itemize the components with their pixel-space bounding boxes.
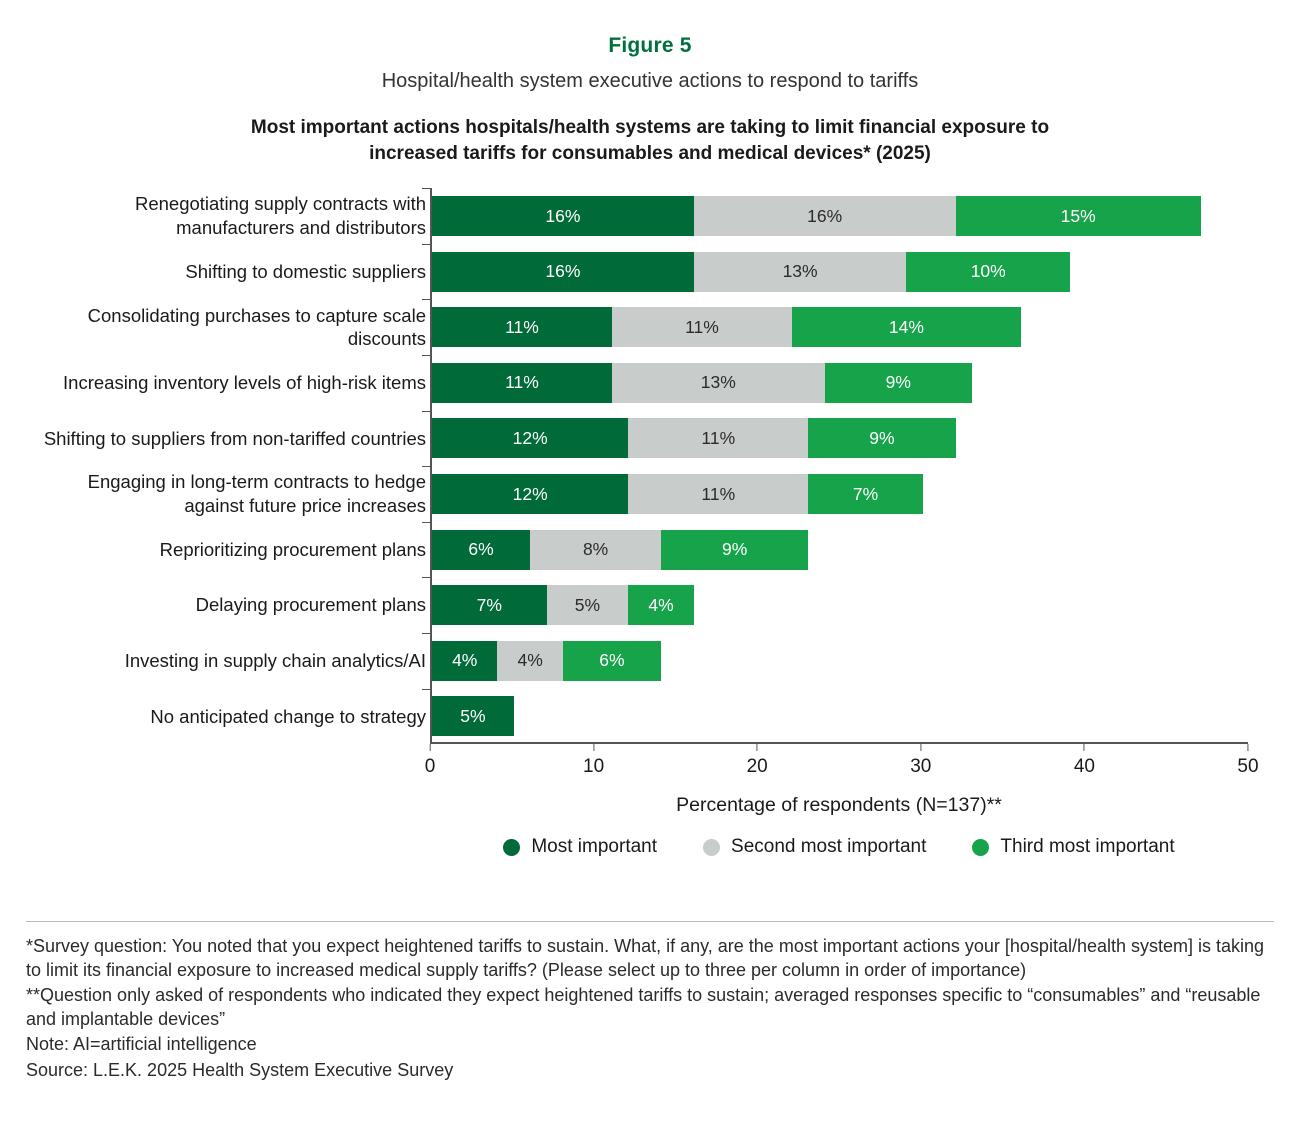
bar-value-label: 9%: [869, 427, 895, 448]
x-tick-label: 40: [1073, 756, 1095, 778]
bar-segment: [661, 530, 808, 570]
y-axis-tick: [422, 522, 430, 523]
bar-segment: [628, 585, 693, 625]
x-tick: [747, 744, 768, 778]
chart-area: [0, 188, 1300, 858]
bar-value-label: 6%: [599, 650, 625, 671]
bar-row: [0, 411, 1300, 467]
bar-row: [0, 244, 1300, 300]
bar-segment: [432, 307, 612, 347]
bar-segment: [497, 641, 562, 681]
footnote-source: Source: L.E.K. 2025 Health System Executive Survey: [26, 1059, 454, 1080]
legend-item[interactable]: [972, 836, 1174, 858]
footnotes: [26, 934, 1284, 1083]
bar-segment: [956, 196, 1201, 236]
bar-value-label: 4%: [648, 594, 674, 615]
bar-value-label: 13%: [782, 261, 818, 282]
bar-value-label: 15%: [1060, 205, 1096, 226]
bar-value-label: 11%: [701, 427, 736, 448]
footnote-question-scope: **Question only asked of respondents who indicated they expect heightened tariffs to sustain; averaged responses specific to “consumables” and “reusable and implantable devices”: [26, 985, 1261, 1030]
category-label: Engaging in long-term contracts to hedge against future price increases: [87, 471, 426, 517]
bar-row: [0, 188, 1300, 244]
bar-rows: [0, 188, 1300, 744]
category-label: Increasing inventory levels of high-risk items: [63, 372, 426, 394]
x-tick: [425, 744, 436, 778]
bar-value-label: 13%: [700, 372, 736, 393]
x-tick-label: 20: [746, 756, 768, 778]
bar-segment: [530, 530, 661, 570]
x-axis-title: Percentage of respondents (N=137)**: [676, 794, 1002, 817]
bar-value-label: 4%: [517, 650, 543, 671]
x-tick-stem: [429, 744, 430, 751]
x-tick-label: 10: [583, 756, 605, 778]
bar-value-label: 5%: [574, 594, 601, 615]
stacked-bar: [432, 585, 694, 625]
legend-label: Most important: [531, 836, 658, 858]
y-axis-tick: [422, 244, 430, 245]
bar-value-label: 10%: [970, 261, 1006, 282]
category-label: Delaying procurement plans: [195, 594, 426, 616]
stacked-bar: [432, 418, 956, 458]
figure-label: Figure 5: [608, 34, 692, 57]
y-axis-tick: [422, 299, 430, 300]
x-tick: [1074, 744, 1095, 778]
bar-value-label: 16%: [807, 205, 843, 226]
bar-value-label: 4%: [452, 650, 478, 671]
category-label: Investing in supply chain analytics/AI: [124, 649, 426, 671]
stacked-bar: [432, 696, 514, 736]
y-axis-tick: [422, 689, 430, 690]
x-tick: [910, 744, 931, 778]
bar-segment: [808, 418, 955, 458]
category-label: No anticipated change to strategy: [150, 705, 426, 727]
legend-swatch-icon: [703, 839, 720, 856]
bar-segment: [432, 696, 514, 736]
category-label: Renegotiating supply contracts with manufacturers and distributors: [134, 193, 426, 239]
x-tick: [1237, 744, 1258, 778]
stacked-bar: [432, 474, 923, 514]
bar-segment: [432, 585, 547, 625]
bar-segment: [432, 196, 694, 236]
bar-value-label: 16%: [545, 205, 581, 226]
category-label: Reprioritizing procurement plans: [159, 538, 426, 560]
bar-segment: [694, 252, 907, 292]
stacked-bar: [432, 641, 661, 681]
figure-subtitle: Hospital/health system executive actions to respond to tariffs: [381, 70, 919, 92]
x-tick-label: 0: [424, 756, 436, 778]
y-axis-tick: [422, 188, 430, 189]
bar-segment: [432, 418, 628, 458]
bar-value-label: 9%: [722, 539, 748, 560]
bar-segment: [694, 196, 956, 236]
bar-row: [0, 522, 1300, 578]
bar-row: [0, 689, 1300, 745]
legend-swatch-icon: [972, 839, 989, 856]
bar-value-label: 12%: [512, 427, 548, 448]
bar-value-label: 7%: [476, 594, 502, 615]
bar-row: [0, 355, 1300, 411]
stacked-bar: [432, 363, 972, 403]
category-label: Consolidating purchases to capture scale discounts: [87, 304, 426, 350]
category-label: Shifting to suppliers from non-tariffed countries: [43, 427, 426, 449]
x-tick-stem: [920, 744, 921, 751]
bar-value-label: 5%: [460, 705, 486, 726]
bar-row: [0, 299, 1300, 355]
category-label: Shifting to domestic suppliers: [185, 260, 426, 282]
bar-segment: [825, 363, 972, 403]
chart-legend: [430, 836, 1248, 858]
stacked-bar: [432, 196, 1201, 236]
x-tick-stem: [593, 744, 594, 751]
bar-segment: [432, 252, 694, 292]
legend-swatch-icon: [503, 839, 520, 856]
x-tick-stem: [757, 744, 758, 751]
footnote-divider: [26, 921, 1274, 922]
bar-segment: [612, 307, 792, 347]
y-axis-tick: [422, 577, 430, 578]
bar-segment: [563, 641, 661, 681]
legend-item[interactable]: [503, 836, 657, 858]
bar-segment: [432, 474, 628, 514]
bar-value-label: 11%: [505, 372, 539, 393]
bar-segment: [612, 363, 825, 403]
bar-value-label: 8%: [582, 539, 609, 560]
x-axis-ticks: [424, 744, 1259, 784]
legend-label: Third most important: [1000, 836, 1175, 858]
stacked-bar: [432, 252, 1070, 292]
stacked-bar: [432, 307, 1021, 347]
bar-value-label: 11%: [685, 316, 719, 337]
bar-segment: [628, 418, 808, 458]
bar-value-label: 11%: [701, 483, 736, 504]
bar-row: [0, 577, 1300, 633]
bar-segment: [547, 585, 629, 625]
y-axis-tick: [422, 411, 430, 412]
legend-item[interactable]: [703, 836, 926, 858]
footnote-note: Note: AI=artificial intelligence: [26, 1034, 257, 1055]
footnote-survey-question: *Survey question: You noted that you expect heightened tariffs to sustain. What, if any, are the most important actions your [hospital/health system] is taking to limit its financial exposure to increased medical supply tariffs? (Please select up to three per column in order of importance): [26, 936, 1265, 981]
bar-segment: [432, 641, 497, 681]
x-tick-stem: [1084, 744, 1085, 751]
bar-value-label: 14%: [888, 316, 924, 337]
bar-segment: [808, 474, 923, 514]
figure-page: [0, 34, 1300, 1133]
x-tick-label: 50: [1237, 756, 1259, 778]
bar-value-label: 7%: [852, 483, 879, 504]
y-axis-tick: [422, 466, 430, 467]
stacked-bar: [432, 530, 808, 570]
x-tick-stem: [1247, 744, 1248, 751]
y-axis-tick: [422, 633, 430, 634]
bar-value-label: 9%: [885, 372, 911, 393]
bar-segment: [432, 530, 530, 570]
x-tick: [583, 744, 604, 778]
chart-title: Most important actions hospitals/health systems are taking to limit financial exposure to increased tariffs for consumables and medical devices* (2025): [250, 117, 1050, 164]
x-tick-label: 30: [910, 756, 932, 778]
y-axis-tick: [422, 355, 430, 356]
bar-segment: [432, 363, 612, 403]
bar-value-label: 16%: [545, 261, 581, 282]
bar-value-label: 11%: [505, 316, 539, 337]
legend-label: Second most important: [731, 836, 927, 858]
bar-row: [0, 633, 1300, 689]
bar-segment: [628, 474, 808, 514]
bar-value-label: 12%: [512, 483, 548, 504]
bar-segment: [792, 307, 1021, 347]
bar-value-label: 6%: [468, 539, 494, 560]
bar-segment: [906, 252, 1070, 292]
bar-row: [0, 466, 1300, 522]
